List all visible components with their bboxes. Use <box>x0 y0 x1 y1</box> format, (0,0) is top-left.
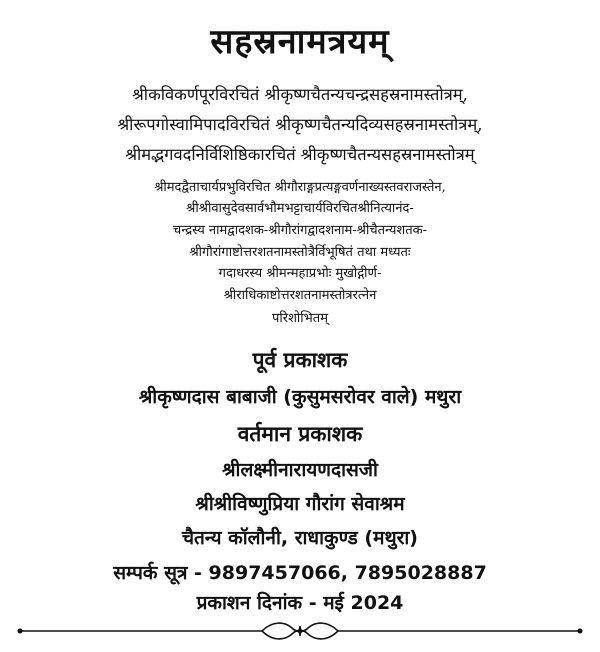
former-publisher-name: श्रीकृष्णदास बाबाजी (कुसुमसरोवर वाले) मथुरा <box>138 386 462 408</box>
ashram-name: श्रीश्रीविष्णुप्रिया गौरांग सेवाश्रम <box>195 493 405 515</box>
contents-line-6: श्रीराधिकाष्टोत्तरशतनामस्तोत्ररत्नेन <box>223 288 377 303</box>
contents-line-2: श्रीश्रीवासुदेवसार्वभौमभट्टाचार्यविरचितश्रीनित्यानंद- <box>186 201 414 216</box>
contents-line-5: गदाधरस्य श्रीमन्महाप्रभोः मुखोद्गीर्ण- <box>218 266 382 281</box>
contents-line-7: परिशोभितम् <box>272 311 328 326</box>
publication-date: प्रकाशन दिनांक - मई 2024 <box>196 592 404 614</box>
stotra-line-2: श्रीरूपगोस्वामिपादविरचितं श्रीकृष्णचैतन्यदिव्यसहस्रनामस्तोत्रम्, <box>117 115 483 134</box>
current-publisher-name: श्रीलक्ष्मीनारायणदासजी <box>222 459 378 481</box>
contact-numbers: सम्पर्क सूत्र - 9897457066, 7895028887 <box>113 562 487 584</box>
current-publisher-heading: वर्तमान प्रकाशक <box>237 422 363 446</box>
contents-line-1: श्रीमदद्वैताचार्यप्रभुविरचित श्रीगौराङ्गप्रत्यङ्गवर्णनाख्यस्तवराजस्तेन, <box>154 180 446 195</box>
former-publisher-heading: पूर्व प्रकाशक <box>252 348 348 372</box>
address: चैतन्य कॉलौनी, राधाकुण्ड (मथुरा) <box>181 527 418 549</box>
contents-line-4: श्रीगौरांगाष्टोत्तरशतनामस्तोत्रैर्विभूषितं तथा मध्यतः <box>189 245 411 260</box>
stotra-line-1: श्रीकविकर्णपूरविरचितं श्रीकृष्णचैतन्यचन्द्रसहस्रनामस्तोत्रम्, <box>132 85 468 104</box>
contents-line-3: चन्द्रस्य नामद्वादशक-श्रीगौरांगद्वादशनाम-श्रीचैतन्यशतक- <box>172 223 428 238</box>
ornamental-divider <box>0 616 600 646</box>
stotra-line-3: श्रीमद्भगवदनिर्विशिष्ठिकारचितं श्रीकृष्णचैतन्यसहस्रनामस्तोत्रम् <box>125 145 475 164</box>
book-title: सहस्रनामत्रयम् <box>210 22 390 62</box>
